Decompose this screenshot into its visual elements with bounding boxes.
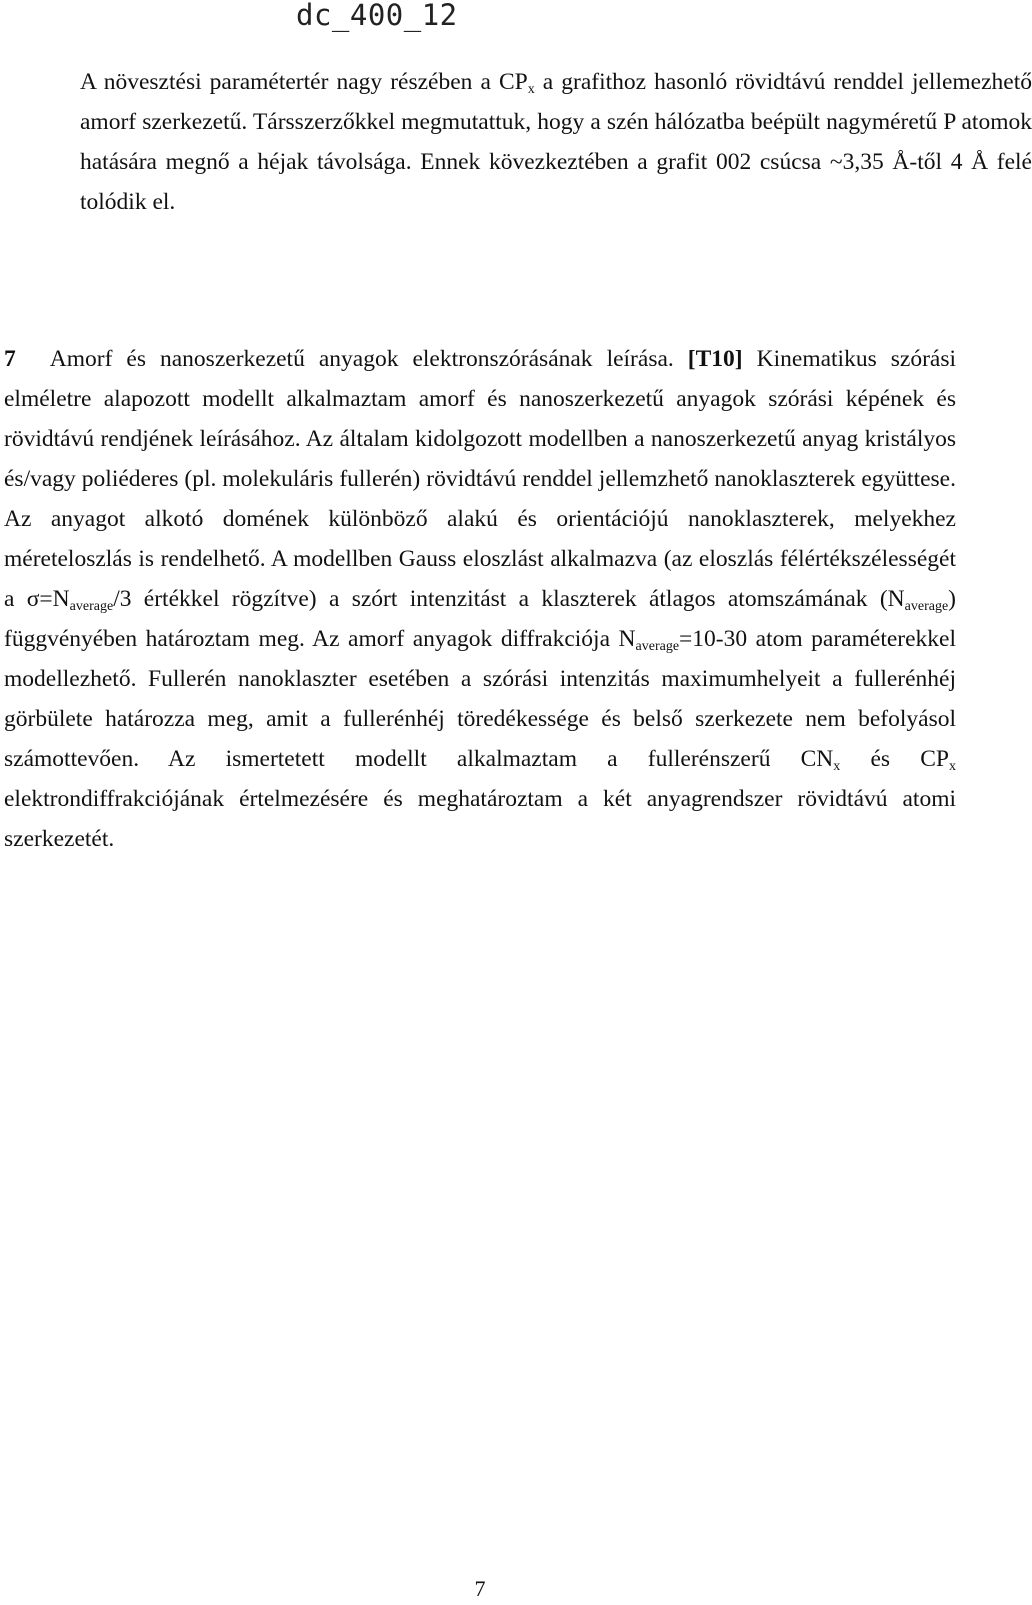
section-number: 7 — [4, 346, 16, 372]
text-run: és CP — [840, 746, 949, 772]
text-run: Kinematikus szórási elméletre alapozott modellt alkalmaztam amorf és nanoszerkezetű anyagok szórási képének és rövidtávú rendjének leírásához. Az általam kidolgozott modellben a nanoszerkezetű anyag kristályos és/vagy poliéderes (pl. molekuláris fullerén) rövidtávú renddel jellemzhető nanoklaszterek együttese. Az anyagot alkotó domének különböző alakú és orientációjú nanoklaszterek, melyekhez méreteloszlás is rendelhető. A modellben Gauss eloszlást alkalmazva (az eloszlás félértékszélességét a σ=N — [4, 346, 957, 612]
section-paragraph — [4, 339, 956, 859]
text-run: A növesztési paramétertér nagy részében a CP — [80, 69, 528, 95]
text-run: =10-30 atom paraméterekkel modellezhető. Fullerén nanoklaszter esetében a szórási intenzitás maximumhelyeit a fullerénhéj görbülete határozza meg, amit a fullerénhéj töredékessége és belső szerkezete nem befolyásol számottevően. Az ismertetett modellt alkalmaztam a fullerénszerű CN — [4, 626, 956, 772]
section-title: Amorf és nanoszerkezetű anyagok elektronszórásának leírása. — [49, 346, 674, 372]
text-run: elektrondiffrakciójának értelmezésére és meghatároztam a két anyagrendszer rövidtávú atomi szerkezetét. — [4, 786, 956, 852]
subscript: x — [833, 759, 841, 774]
subscript: average — [69, 599, 114, 614]
page-number: 7 — [474, 1576, 486, 1601]
reference-tag: [T10] — [687, 346, 743, 372]
text-run: ) függvényében határoztam meg. Az amorf anyagok diffrakciója N — [4, 586, 956, 652]
paragraph-intro — [4, 62, 1032, 222]
text-run: /3 értékkel rögzítve) a szórt intenzitást a klaszterek átlagos atomszámának (N — [113, 586, 905, 612]
text-run: a grafithoz hasonló rövidtávú renddel jellemezhető amorf szerkezetű. Társszerzőkkel megmutattuk, hogy a szén hálózatba beépült nagyméretű P atomok hatására megnő a héjak távolsága. Ennek kövezkeztében a grafit 002 csúcsa ~3,35 Å-től 4 Å felé tolódik el. — [80, 69, 1032, 215]
subscript: x — [948, 759, 956, 774]
subscript: x — [527, 82, 535, 97]
subscript: average — [904, 599, 949, 614]
subscript: average — [635, 639, 680, 654]
document-id: dc_400_12 — [296, 0, 458, 32]
